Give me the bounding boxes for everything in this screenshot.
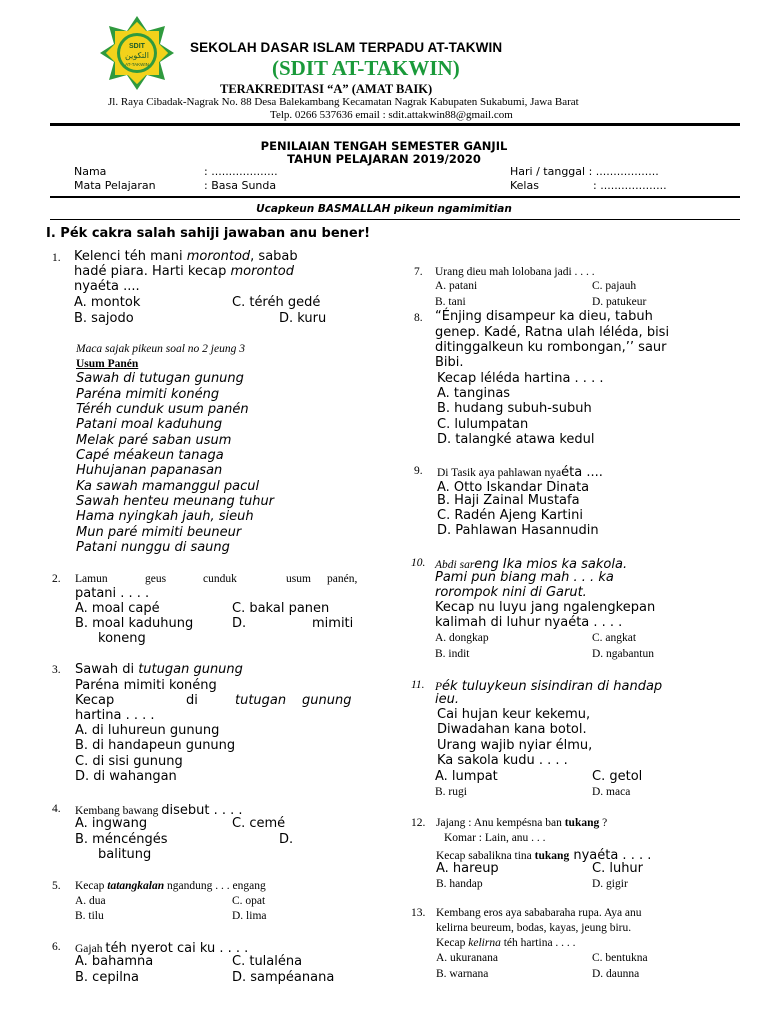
hari-tanggal-label: Hari / tanggal : .................. [510,165,659,178]
question-text: Cai hujan keur kekemu, [437,707,591,722]
option-c: C. bentukna [592,952,648,964]
question-text: tutugan [235,693,287,708]
question-text: Bibi. [435,355,464,370]
school-address: Jl. Raya Cibadak-Nagrak No. 88 Desa Balekambang Kecamatan Nagrak Kabupaten Sukabumi, Jawa Barat [108,96,579,108]
school-contact: Telp. 0266 537636 email : sdit.attakwin88@gmail.com [270,109,513,121]
option-d: D. Pahlawan Hasannudin [437,523,599,538]
question-text: di [186,693,198,708]
question-text: kalimah di luhur nyaéta . . . . [435,615,623,630]
question-text: cunduk [203,573,237,585]
basmallah-instruction: Ucapkeun BASMALLAH pikeun ngamimitian [256,203,512,215]
option-a: A. moal capé [75,601,160,616]
option-b: B. Haji Zainal Mustafa [437,493,580,508]
logo-text-top: SDIT [129,43,145,50]
header-divider [50,123,740,126]
poem-line: Hama nyingkah jauh, sieuh [76,509,254,524]
mapel-value: : Basa Sunda [204,179,277,192]
option-a: A. hareup [436,861,499,876]
option-d: D. sampéanana [232,970,335,985]
question-text: Pami pun biang mah . . . ka [435,570,614,585]
section-title: I. Pék cakra salah sahiji jawaban anu bener! [46,226,371,241]
question-text: usum [286,573,311,585]
question-text: hartina . . . . [75,708,155,723]
question-text: Paréna mimiti konéng [75,678,217,693]
question-text: Kembang eros aya sababaraha rupa. Aya anu [436,907,642,919]
question-number: 13. [411,907,426,919]
question-text: geus [145,573,167,585]
poem-line: Paréna mimiti konéng [76,387,220,402]
kelas-value: : ................... [593,179,667,192]
question-number: 1. [52,252,61,264]
question-text: genep. Kadé, Ratna ulah léléda, bisi [435,325,670,340]
question-number: 10. [411,557,426,569]
question-text: ditinggalkeun ku rombongan,’’ saur [435,340,667,355]
question-text: “Énjing disampeur ka dieu, tabuh [435,309,653,324]
option-b-cont: balitung [98,847,152,862]
option-a: A. montok [74,295,141,310]
question-text: Kecap léléda hartina . . . . [437,371,604,386]
question-text: Pék tuluykeun sisindiran di handap [435,679,663,694]
question-text: kelirna beureum, bodas, kayas, jeung biru. [436,922,632,934]
option-d: D. daunna [592,968,640,980]
question-text: Diwadahan kana botol. [437,722,587,737]
question-text: Urang dieu mah lolobana jadi . . . . [435,266,595,278]
option-c: C. di sisi gunung [75,754,183,769]
exam-year: TAHUN PELAJARAN 2019/2020 [287,152,481,166]
poem-line: Melak paré saban usum [76,433,232,448]
logo-text-arabic: التكوين [125,51,149,60]
option-c: C. getol [592,769,643,784]
option-c: C. angkat [592,632,637,644]
question-text: Kelenci téh mani morontod, sabab [74,249,298,264]
question-text: Kecap nu luyu jang ngalengkepan [435,600,656,615]
option-d: D. lima [232,910,267,922]
question-text: Di Tasik aya pahlawan nyaéta .... [437,465,603,480]
poem-title: Usum Panén [76,358,139,370]
option-a: A. ukuranana [436,952,498,964]
option-b-cont: koneng [98,631,146,646]
question-text: nyaéta .... [74,279,140,294]
option-c: C. Radén Ajeng Kartini [437,508,583,523]
option-a: A. lumpat [435,769,498,784]
option-a: A. Otto Iskandar Dinata [437,480,590,495]
option-c: C. bakal panen [232,601,330,616]
poem-line: Capé méakeun tanaga [76,448,224,463]
instruction-divider [50,219,740,220]
question-text: Abdi sareng Ika mios ka sakola. [435,557,628,572]
question-number: 2. [52,573,61,585]
question-text: ieu. [435,692,459,707]
question-text: Kecap sabalikna tina tukang nyaéta . . . . [436,848,652,863]
option-b: B. cepilna [75,970,140,985]
option-b: B. tani [435,296,466,308]
question-text: Urang wajib nyiar élmu, [437,738,593,753]
poem-line: Sawah di tutugan gunung [76,371,244,386]
school-logo [98,14,176,92]
option-d: D. di wahangan [75,769,177,784]
question-number: 9. [414,465,423,477]
question-text: gunung [302,693,352,708]
question-text: rorompok nini di Garut. [435,585,587,600]
option-a: A. dongkap [435,632,489,644]
poem-line: Patani moal kaduhung [76,417,223,432]
accreditation: TERAKREDITASI “A” (AMAT BAIK) [220,82,433,96]
question-number: 4. [52,803,61,815]
option-a: A. di luhureun gunung [75,723,220,738]
option-b: B. hudang subuh-subuh [437,401,592,416]
option-c: C. pajauh [592,280,637,292]
option-b: B. indit [435,648,470,660]
poem-line: Patani nunggu di saung [76,540,230,555]
option-d: D. gigir [592,878,628,890]
option-d-text: mimiti [312,616,354,631]
option-b: B. rugi [435,786,467,798]
question-number: 5. [52,880,61,892]
exam-title: PENILAIAN TENGAH SEMESTER GANJIL [260,139,508,153]
question-text: Kecap kelirna téh hartina . . . . [436,937,576,949]
poem-line: Ka sawah mamanggul pacul [76,479,260,494]
question-text: Gajah téh nyerot cai ku . . . . [75,941,249,956]
option-a: A. patani [435,280,478,292]
option-c: C. tulaléna [232,954,303,969]
question-number: 6. [52,941,61,953]
option-b: B. moal kaduhung [75,616,194,631]
option-d: D. maca [592,786,631,798]
question-text: Lamun [75,573,108,585]
option-b: B. warnana [436,968,489,980]
question-number: 8. [414,312,423,324]
question-text: patani . . . . [75,586,150,601]
school-name: SEKOLAH DASAR ISLAM TERPADU AT-TAKWIN [190,40,503,55]
kelas-label: Kelas [510,179,539,192]
option-d: D. [232,616,247,631]
question-text: Ka sakola kudu . . . . [437,753,568,768]
nama-label: Nama [74,165,107,178]
poem-line: Téréh cunduk usum panén [76,402,249,417]
question-number: 11. [411,679,425,691]
option-a: A. bahamna [75,954,154,969]
option-c: C. lulumpatan [437,417,529,432]
question-number: 3. [52,664,61,676]
mapel-label: Mata Pelajaran [74,179,156,192]
question-number: 12. [411,817,426,829]
question-text: Kecap tatangkalan ngandung . . . engang [75,880,266,892]
option-c: C. téréh gedé [232,295,321,310]
poem-intro: Maca sajak pikeun soal no 2 jeung 3 [76,343,245,355]
option-d: D. ngabantun [592,648,654,660]
option-a: A. ingwang [75,816,148,831]
poem-line: Sawah henteu meunang tuhur [76,494,275,509]
question-number: 7. [414,266,423,278]
option-a: A. dua [75,895,106,907]
poem-line: Mun paré mimiti beuneur [76,525,242,540]
question-text: panén, [327,573,358,585]
option-c: C. opat [232,895,266,907]
nama-value: : ................... [204,165,278,178]
question-text: Komar : Lain, anu . . . [444,832,546,844]
option-c: C. luhur [592,861,644,876]
question-text: Jajang : Anu kempésna ban tukang ? [436,817,608,829]
logo-text-bottom: AT-TAKWIN [125,62,149,67]
option-d: D. talangké atawa kedul [437,432,595,447]
option-b: B. sajodo [74,311,134,326]
option-d: D. [279,832,294,847]
option-d: D. kuru [279,311,327,326]
question-text: hadé piara. Harti kecap morontod [74,264,294,279]
school-short-name: (SDIT AT-TAKWIN) [272,56,460,80]
question-text: Kecap [75,693,115,708]
option-d: D. patukeur [592,296,647,308]
option-c: C. cemé [232,816,286,831]
option-b: B. tilu [75,910,104,922]
option-b: B. méncéngés [75,832,168,847]
option-a: A. tanginas [437,386,511,401]
question-text: Kembang bawang disebut . . . . [75,803,243,818]
meta-divider [50,196,740,198]
poem-line: Huhujanan papanasan [76,463,223,478]
option-b: B. handap [436,878,483,890]
option-b: B. di handapeun gunung [75,738,236,753]
question-text: Sawah di tutugan gunung [75,662,243,677]
